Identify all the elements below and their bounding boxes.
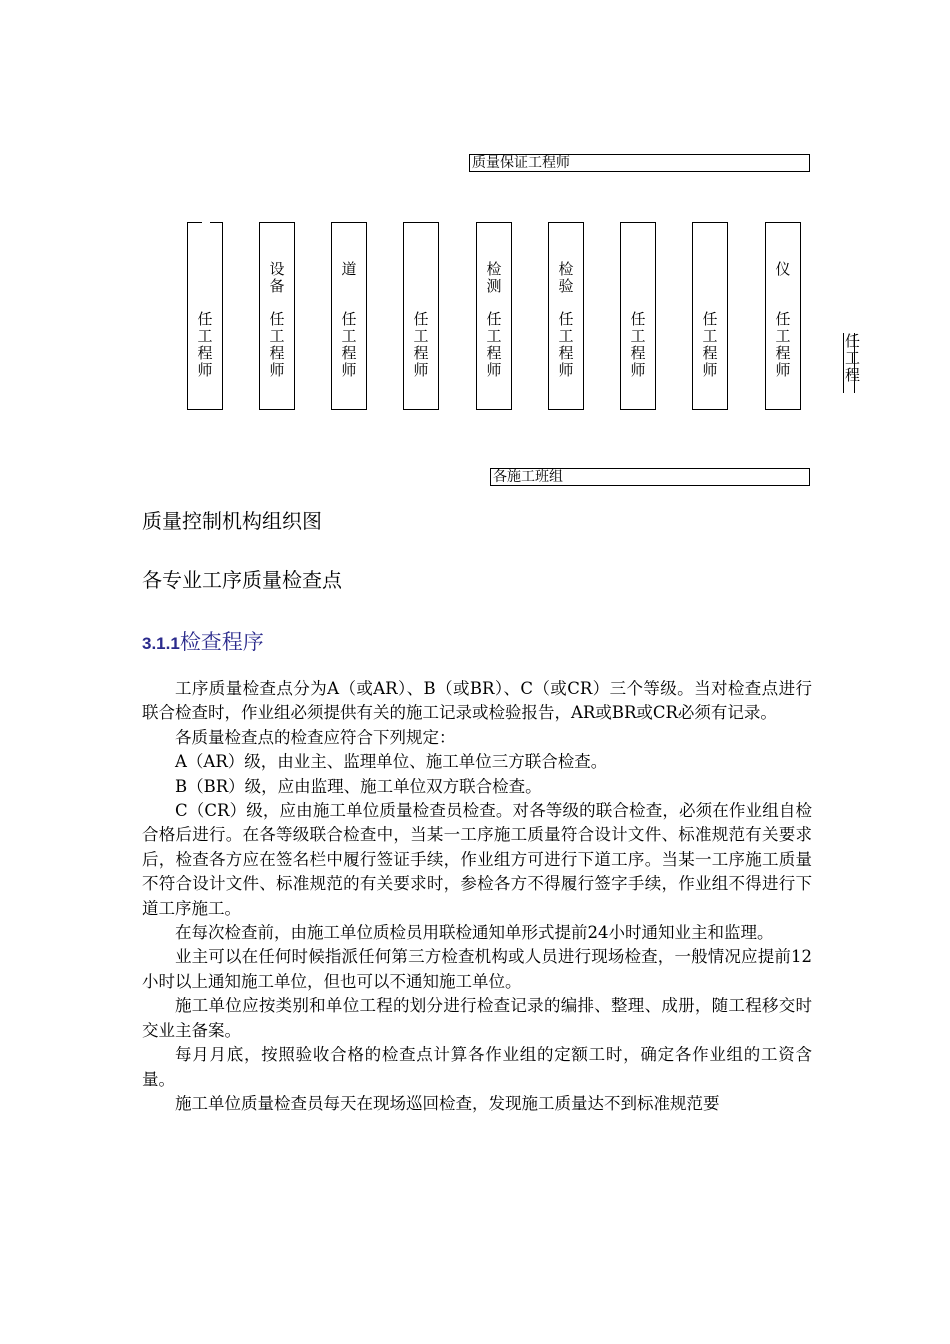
column-specialty-label: 检 验 — [558, 260, 574, 295]
org-chart-column — [692, 222, 728, 410]
chart-title: 质量控制机构组织图 — [142, 509, 322, 533]
paragraph: A（AR）级，由业主、监理单位、施工单位三方联合检查。 — [175, 752, 608, 772]
org-chart-column — [620, 222, 656, 410]
paragraph: 各质量检查点的检查应符合下列规定： — [175, 727, 456, 747]
org-chart-column — [403, 222, 439, 410]
construction-teams-box: 各施工班组 — [490, 468, 810, 486]
column-role-label: 任 工 程 师 — [702, 310, 718, 379]
paragraph: C（CR）级，应由施工单位质量检查员检查。对各等级的联合检查，必须在作业组自检合格后进行。在各等级联合检查中，当某一工序施工质量符合设计文件、标准规范有关要求后，检查各方应在签名栏中履行签证手续，作业组方可进行下道工序。当某一工序施工质量不符合设计文件、标准规范的有关要求时，参检各方不得履行签字手续，作业组不得进行下道工序施工。 — [142, 801, 812, 918]
org-chart-column — [476, 222, 512, 410]
column-role-label: 任 工 程 师 — [269, 310, 285, 379]
column-role-label: 任 工 程 师 — [197, 310, 213, 379]
column-role-label: 任 工 程 师 — [630, 310, 646, 379]
body-text — [142, 677, 812, 1116]
subsection-number: 3.1.1 — [142, 634, 180, 653]
paragraph: 业主可以在任何时候指派任何第三方检查机构或人员进行现场检查，一般情况应提前12小时以上通知施工单位，但也可以不通知施工单位。 — [142, 947, 812, 991]
column-specialty-label: 设 备 — [269, 260, 285, 295]
column-specialty-label: 检 测 — [486, 260, 502, 295]
org-chart-column — [548, 222, 584, 410]
column-role-label: 任 工 程 师 — [341, 310, 357, 379]
subsection-heading — [142, 630, 264, 657]
qa-engineer-box: 质量保证工程师 — [469, 154, 810, 172]
column-specialty-label: 仪 — [775, 260, 791, 278]
column-role-label: 任 工 程 师 — [413, 310, 429, 379]
paragraph: 工序质量检查点分为A（或AR）、B（或BR）、C（或CR）三个等级。当对检查点进行联合检查时，作业组必须提供有关的施工记录或检验报告，AR或BR或CR必须有记录。 — [142, 679, 812, 723]
column-role-label: 任 工 程 师 — [486, 310, 502, 379]
subsection-title: 检查程序 — [179, 631, 264, 654]
org-chart-column — [331, 222, 367, 410]
paragraph: 施工单位应按类别和单位工程的划分进行检查记录的编排、整理、成册，随工程移交时交业主备案。 — [142, 996, 812, 1040]
column-specialty-label: 道 — [341, 260, 357, 278]
paragraph: 每月月底，按照验收合格的检查点计算各作业组的定额工时，确定各作业组的工资含量。 — [142, 1045, 812, 1089]
paragraph: B（BR）级，应由监理、施工单位双方联合检查。 — [175, 776, 542, 796]
section-title: 各专业工序质量检查点 — [142, 568, 342, 592]
org-chart-side-column: 任 工 程 — [843, 333, 855, 393]
column-role-label: 任 工 程 师 — [775, 310, 791, 379]
paragraph: 在每次检查前，由施工单位质检员用联检通知单形式提前24小时通知业主和监理。 — [175, 923, 774, 943]
column-role-label: 任 工 程 师 — [558, 310, 574, 379]
org-chart-column — [187, 222, 223, 410]
paragraph: 施工单位质量检查员每天在现场巡回检查，发现施工质量达不到标准规范要 — [175, 1093, 720, 1113]
org-chart-column — [765, 222, 801, 410]
org-chart-column — [259, 222, 295, 410]
